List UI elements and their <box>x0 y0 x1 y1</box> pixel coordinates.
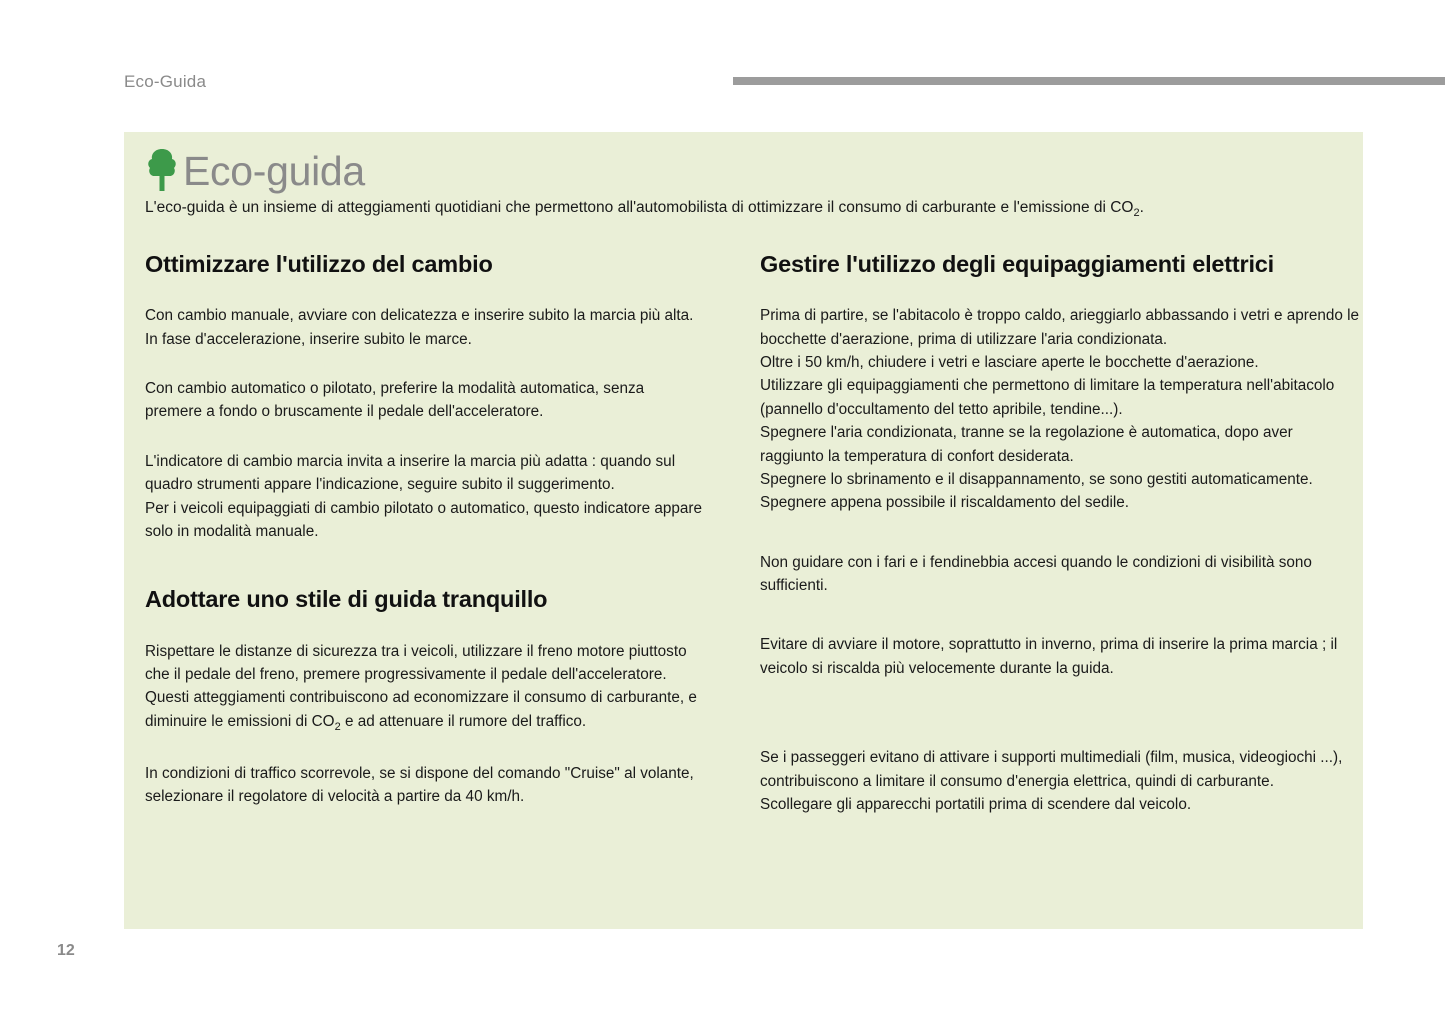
section-title-electrical-equipment: Gestire l'utilizzo degli equipaggiamenti elettrici <box>760 251 1274 277</box>
intro-text-before: L'eco-guida è un insieme di atteggiamenti quotidiani che permettono all'automobilista di ottimizzare il consumo di carburante e l'emissione di CO <box>145 199 1134 216</box>
section-title-calm-driving: Adottare uno stile di guida tranquillo <box>145 586 548 613</box>
paragraph-automatic-gearbox: Con cambio automatico o pilotato, preferire la modalità automatica, senza premere a fondo o bruscamente il pedale dell'acceleratore. <box>145 379 645 421</box>
paragraph-gear-indicator: L'indicatore di cambio marcia invita a inserire la marcia più adatta : quando sul quadro strumenti appare l'indicazione, seguire subito il suggerimento. <box>145 452 676 494</box>
paragraph-safety-distance <box>145 640 705 736</box>
paragraph-headlights-foglamps: Non guidare con i fari e i fendinebbia accesi quando le condizioni di visibilità sono sufficienti. <box>760 553 1312 595</box>
paragraph-disconnect-devices: Scollegare gli apparecchi portatili prima di scendere dal veicolo. <box>760 796 1192 814</box>
paragraph-cruise-control: In condizioni di traffico scorrevole, se si dispone del comando "Cruise" al volante, selezionare il regolatore di velocità a partire da 40 km/h. <box>145 764 694 805</box>
paragraph-gear-indicator-manual-mode: Per i veicoli equipaggiati di cambio pilotato o automatico, questo indicatore appare solo in modalità manuale. <box>145 499 702 540</box>
intro-text-after: . <box>1139 199 1144 216</box>
paragraph-switch-off-ac: Spegnere l'aria condizionata, tranne se la regolazione è automatica, dopo aver raggiunto la temperatura di confort desiderata. <box>760 424 1293 465</box>
tree-icon <box>145 146 179 192</box>
paragraph-limit-temperature: Utilizzare gli equipaggiamenti che permettono di limitare la temperatura nell'abitacolo (pannello d'occultamento del tetto apribile, tendine...). <box>760 377 1335 418</box>
document-title-row <box>145 146 365 192</box>
paragraph-safety-distance-after: e ad attenuare il rumore del traffico. <box>340 712 587 730</box>
spacer-2 <box>760 623 1360 633</box>
left-column <box>145 250 705 834</box>
paragraph-switch-off-demisting: Spegnere lo sbrinamento e il disappannamento, se sono gestiti automaticamente. <box>760 470 1313 488</box>
intro-paragraph <box>145 198 1345 221</box>
page-header-title: Eco-Guida <box>124 72 207 91</box>
paragraph-ventilate-cabin: Prima di partire, se l'abitacolo è troppo caldo, arieggiarlo abbassando i vetri e aprendo le bocchette d'aerazione, prima di utilizzare l'aria condizionata. <box>760 307 1359 348</box>
spacer-1 <box>760 541 1360 551</box>
page-title: Eco-guida <box>183 148 365 194</box>
header-rule <box>733 77 1445 85</box>
section-title-gearbox: Ottimizzare l'utilizzo del cambio <box>145 251 493 277</box>
paragraph-switch-off-seat-heating: Spegnere appena possibile il riscaldamento del sedile. <box>760 494 1130 512</box>
spacer-3 <box>760 706 1360 746</box>
paragraph-safety-distance-before: Rispettare le distanze di sicurezza tra i veicoli, utilizzare il freno motore piuttosto che il pedale del freno, premere progressivamente il pedale dell'acceleratore. Questi atteggiamenti contribuiscono ad economizzare il consumo di carburante, e diminuire le emissioni di CO <box>145 642 697 730</box>
right-column <box>760 250 1360 842</box>
paragraph-multimedia: Se i passeggeri evitano di attivare i supporti multimediali (film, musica, videogiochi ...), contribuiscono a limitare il consumo d'energia elettrica, quindi di carburante. <box>760 749 1343 790</box>
page-number: 12 <box>57 942 75 959</box>
paragraph-manual-gearbox: Con cambio manuale, avviare con delicatezza e inserire subito la marcia più alta. In fase d'accelerazione, inserire subito le marce. <box>145 307 694 348</box>
co2-subscript-left: 2 <box>334 720 341 733</box>
intro-subscript: 2 <box>1133 207 1140 220</box>
paragraph-engine-start-winter: Evitare di avviare il motore, soprattutto in inverno, prima di inserire la prima marcia ; il veicolo si riscalda più velocemente durante la guida. <box>760 636 1338 677</box>
paragraph-above-50kmh: Oltre i 50 km/h, chiudere i vetri e lasciare aperte le bocchette d'aerazione. <box>760 353 1259 371</box>
